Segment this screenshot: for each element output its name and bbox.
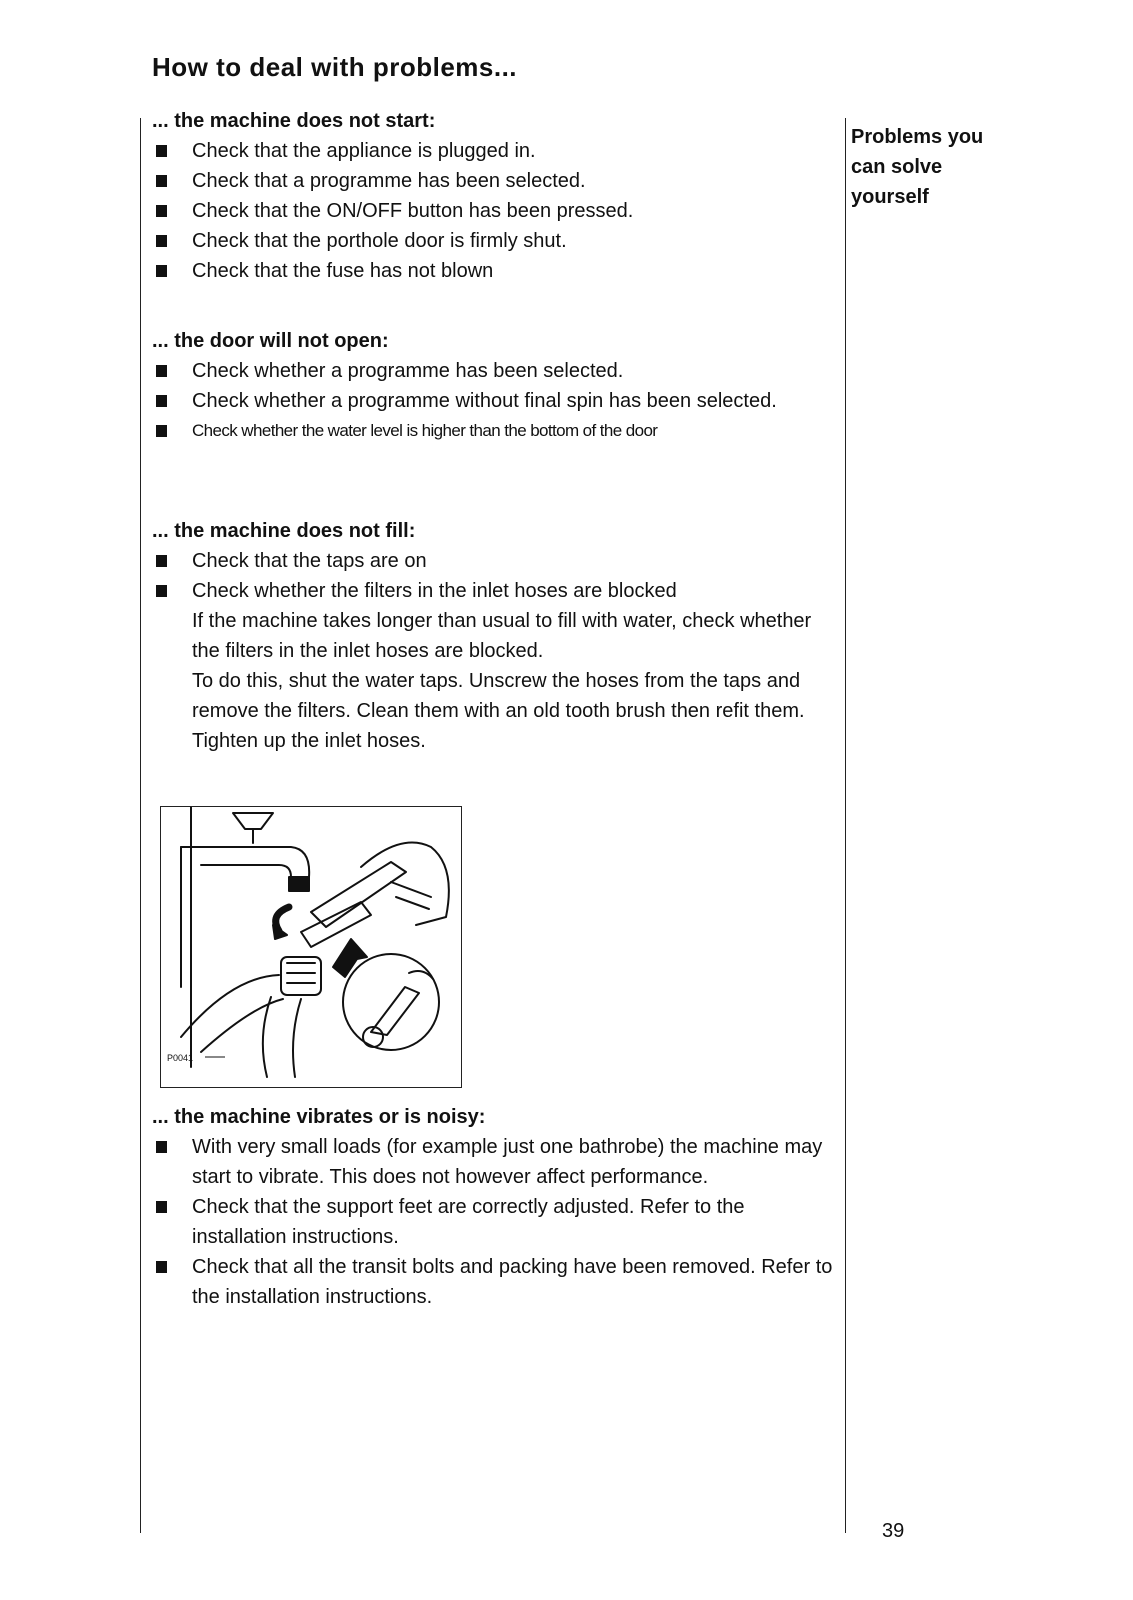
left-rule xyxy=(140,118,141,1533)
section-machine-does-not-fill xyxy=(152,516,837,756)
bullet-icon xyxy=(156,1141,167,1153)
list-item: Check whether the filters in the inlet hoses are blocked xyxy=(152,576,837,606)
tap-wrench-drawing xyxy=(161,807,461,1087)
right-rule xyxy=(845,118,846,1533)
figure-label: P0041 xyxy=(167,1053,194,1063)
sidebar-line-2: can solve xyxy=(851,156,943,178)
section-door-will-not-open xyxy=(152,326,837,446)
list-item: Check that the fuse has not blown xyxy=(152,256,837,286)
sidebar-heading xyxy=(851,122,1051,212)
section-heading: ... the machine vibrates or is noisy: xyxy=(152,1106,486,1128)
list-item: With very small loads (for example just one bathrobe) the machine may start to vibrate. This does not however affect performance. xyxy=(152,1132,837,1192)
bullet-icon xyxy=(156,585,167,597)
list-item: Check that the support feet are correctly adjusted. Refer to the installation instructions. xyxy=(152,1192,837,1252)
instruction-paragraph: If the machine takes longer than usual to fill with water, check whether the filters in the inlet hoses are blocked. xyxy=(192,610,812,662)
section-heading: ... the door will not open: xyxy=(152,330,389,352)
bullet-icon xyxy=(156,205,167,217)
instruction-paragraph: Tighten up the inlet hoses. xyxy=(192,730,426,752)
sidebar-line-1: Problems you xyxy=(851,126,984,148)
bullet-icon xyxy=(156,555,167,567)
bullet-icon xyxy=(156,395,167,407)
page-title: How to deal with problems... xyxy=(152,52,518,82)
bullet-icon xyxy=(156,145,167,157)
list-item: Check that all the transit bolts and packing have been removed. Refer to the installation instructions. xyxy=(152,1252,837,1312)
bullet-icon xyxy=(156,175,167,187)
section-machine-vibrates xyxy=(152,1102,837,1312)
list-item: Check whether a programme has been selected. xyxy=(152,356,837,386)
tap-filter-illustration xyxy=(160,806,462,1088)
section-heading: ... the machine does not start: xyxy=(152,110,436,132)
bullet-icon xyxy=(156,235,167,247)
list-item: Check that the porthole door is firmly shut. xyxy=(152,226,837,256)
instruction-paragraph: To do this, shut the water taps. Unscrew the hoses from the taps and remove the filters. Clean them with an old tooth brush then refit them. xyxy=(192,670,805,722)
list-item: Check that the taps are on xyxy=(152,546,837,576)
bullet-icon xyxy=(156,265,167,277)
list-item: Check whether a programme without final spin has been selected. xyxy=(152,386,837,416)
page-number: 39 xyxy=(882,1520,905,1542)
bullet-icon xyxy=(156,365,167,377)
list-item: Check that the appliance is plugged in. xyxy=(152,136,837,166)
list-item: Check that the ON/OFF button has been pressed. xyxy=(152,196,837,226)
bullet-icon xyxy=(156,1261,167,1273)
section-heading: ... the machine does not fill: xyxy=(152,520,416,542)
bullet-icon xyxy=(156,425,167,437)
list-item: Check whether the water level is higher than the bottom of the door xyxy=(152,416,837,446)
sidebar-line-3: yourself xyxy=(851,186,929,208)
section-machine-does-not-start xyxy=(152,106,837,286)
list-item: Check that a programme has been selected. xyxy=(152,166,837,196)
bullet-icon xyxy=(156,1201,167,1213)
